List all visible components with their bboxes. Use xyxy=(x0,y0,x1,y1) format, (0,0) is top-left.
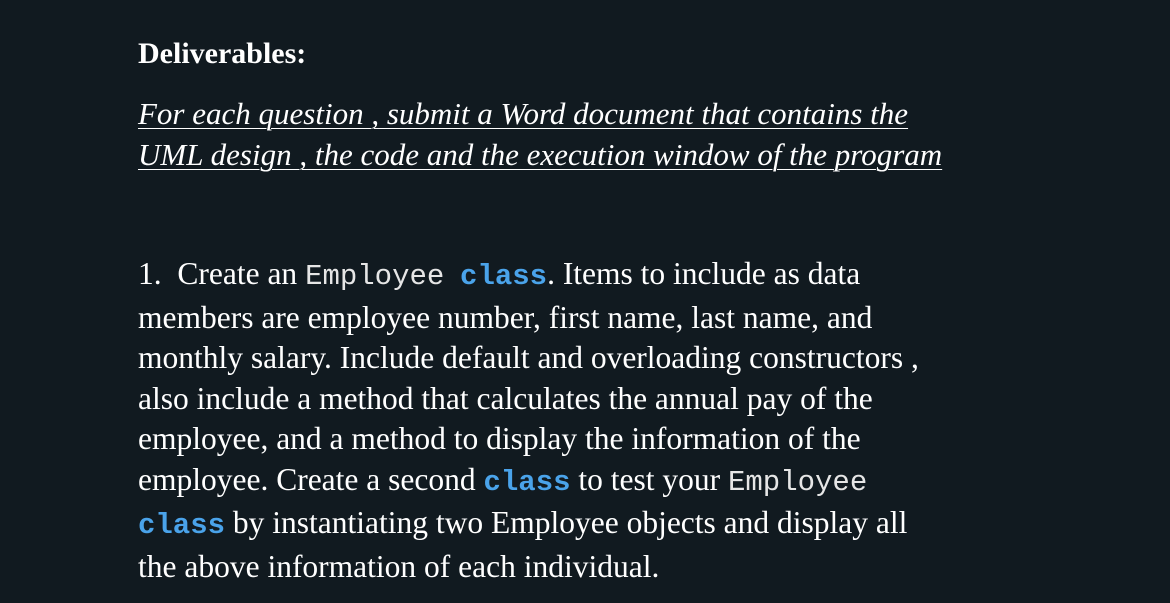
deliverables-heading: Deliverables: xyxy=(138,37,307,70)
question-text: by instantiating two Employee objects and display all xyxy=(232,505,908,540)
code-employee: Employee xyxy=(305,260,445,293)
question-line-2: members are employee number, first name, last name, and xyxy=(138,299,873,335)
question-line-7 xyxy=(138,503,1148,547)
question-text: to test your xyxy=(578,461,721,497)
question-line-8: the above information of each individual. xyxy=(138,548,660,584)
keyword-class: class xyxy=(483,465,571,499)
question-1 xyxy=(138,254,1148,587)
question-line-3: monthly salary. Include default and overloading constructors , xyxy=(138,340,919,375)
question-line-1 xyxy=(138,254,1148,298)
deliverables-instructions xyxy=(138,93,1148,175)
keyword-class: class xyxy=(460,260,548,293)
keyword-class: class xyxy=(138,509,226,542)
question-text: Create an xyxy=(177,256,298,291)
question-text: employee. Create a second xyxy=(138,461,476,497)
instructions-line-2: UML design , the code and the execution window of the program xyxy=(138,137,943,172)
question-line-6 xyxy=(138,460,1148,504)
question-text: . Items to include as data xyxy=(547,256,861,291)
instructions-line-1: For each question , submit a Word document that contains the xyxy=(138,96,909,131)
question-number: 1. xyxy=(138,256,162,291)
question-line-5: employee, and a method to display the information of the xyxy=(138,421,861,456)
code-employee: Employee xyxy=(728,465,868,499)
question-line-4: also include a method that calculates the annual pay of the xyxy=(138,380,873,416)
